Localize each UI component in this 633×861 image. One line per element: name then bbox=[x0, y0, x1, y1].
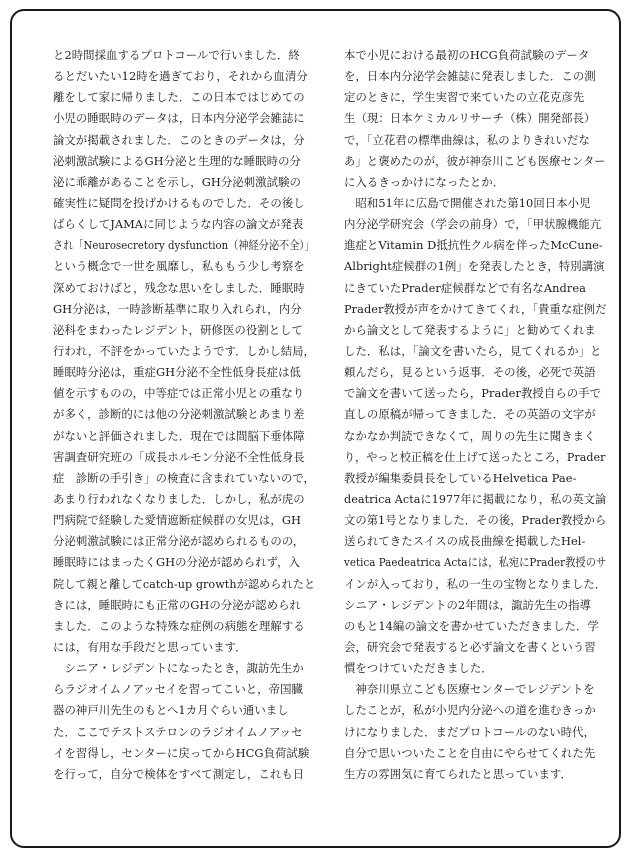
text-line: vetica Paedeatrica Actaには，私宛にPrader教授のサ bbox=[344, 555, 607, 570]
text-line: した．私は，「論文を書いたら，見てくれるか」と bbox=[344, 343, 602, 358]
text-line: 症 診断の手引き」の検査に含まれていないので， bbox=[53, 470, 315, 485]
text-line: 定のときに，学生実習で来ていたの立花克彦先 bbox=[344, 90, 585, 105]
text-line: けになりました．まだプロトコールのない時代， bbox=[344, 724, 596, 739]
left-column bbox=[53, 45, 315, 785]
right-column bbox=[344, 45, 606, 785]
text-line: にきていたPrader症候群などで有名なAndrea bbox=[344, 280, 586, 295]
text-line: きには，睡眠時にも正常のGHの分泌が認められ bbox=[53, 597, 301, 612]
text-line: 頼んだら，見るという返事．その後，必死で英語 bbox=[344, 365, 596, 380]
text-line: 値を示すものの，中等症では正常小児との重なり bbox=[53, 386, 305, 401]
text-line: という概念で一世を風靡し，私ももう少し考察を bbox=[53, 259, 305, 274]
text-line: で論文を書いて送ったら，Prader教授自らの手で bbox=[344, 386, 602, 401]
text-line: 生方の雰囲気に育てられたと思っています． bbox=[344, 766, 572, 781]
text-line: あまり行われなくなりました．しかし，私が虎の bbox=[53, 491, 305, 506]
text-line: 神奈川県立こども医療センターでレジデントを bbox=[344, 682, 595, 697]
text-line: るとだいたい12時を過ぎており，それから血清分 bbox=[53, 69, 308, 84]
text-line: 器の神戸川先生のもとへ1カ月ぐらい通いまし bbox=[53, 703, 289, 718]
text-line: インが入っており，私の一生の宝物となりました． bbox=[344, 576, 607, 591]
text-line: 睡眠時分泌は，重症GH分泌不全性低身長症は低 bbox=[53, 365, 301, 380]
page-frame bbox=[10, 9, 621, 848]
text-line: 教授が編集委員長をしているHelvetica Pae- bbox=[344, 470, 577, 485]
text-line: 泌に乖離があることを示し，GH分泌刺激試験の bbox=[53, 174, 301, 189]
text-line: イを習得し，センターに戻ってからHCG負荷試験 bbox=[53, 745, 310, 760]
text-line: 小児の睡眠時のデータは，日本内分泌学会雑誌に bbox=[53, 111, 305, 126]
text-line: シニア・レジデントになったとき，諏訪先生か bbox=[53, 661, 304, 676]
text-line: 本で小児における最初のHCG負荷試験のデータ bbox=[344, 48, 590, 62]
text-line: 送られてきたスイスの成長曲線を掲載したHel- bbox=[344, 534, 586, 549]
text-line: したことが，私が小児内分泌への道を進むきっか bbox=[344, 703, 596, 718]
text-line: 進症とVitamin D抵抗性クル病を伴ったMcCune- bbox=[344, 238, 603, 253]
text-line: ばらくしてJAMAに同じような内容の論文が発表 bbox=[53, 217, 304, 232]
text-line: 論文が掲載されました．このときのデータは，分 bbox=[53, 132, 305, 147]
text-line: 泌刺激試験によるGH分泌と生理的な睡眠時の分 bbox=[53, 153, 301, 168]
text-line: 自分で思いついたことを自由にやらせてくれた先 bbox=[344, 745, 596, 760]
text-line: り，やっと校正稿を仕上げて送ったところ，Prader bbox=[344, 449, 606, 464]
text-line: GH分泌は，一時診断基準に取り入れられ，内分 bbox=[53, 301, 302, 316]
text-line: 昭和51年に広島で開催された第10回日本小児 bbox=[344, 195, 591, 210]
text-line: 院して親と離してcatch-up growthが認められたと bbox=[53, 576, 316, 591]
text-line: に入るきっかけになったとか． bbox=[344, 174, 505, 189]
text-line: 害調査研究班の「成長ホルモン分泌不全性低身長 bbox=[53, 449, 305, 464]
text-line: 直しの原稿が帰ってきました．その英語の文字が bbox=[344, 407, 596, 422]
text-line: た．ここでテストステロンのラジオイムノアッセ bbox=[53, 724, 303, 739]
text-line: 深めておけばと，残念な思いをしました．睡眠時 bbox=[53, 280, 305, 295]
text-line: 分泌刺激試験には正常分泌が認められるものの， bbox=[53, 534, 305, 549]
text-line: と2時間採血するプロトコールで行いました．終 bbox=[53, 48, 300, 62]
text-line: Albright症候群の1例」を発表したとき，特別講演 bbox=[344, 259, 605, 274]
text-line: 生（現：日本ケミカルリサーチ（株）開発部長） bbox=[344, 111, 596, 126]
text-line: を行って，自分で検体をすべて測定し，これも日 bbox=[53, 766, 305, 781]
text-line: 門病院で経験した愛情遮断症候群の女児は，GH bbox=[53, 513, 301, 528]
text-line: deatrica Actaに1977年に掲載になり，私の英文論 bbox=[344, 491, 607, 506]
text-line: がないと評価されました．現在では間脳下垂体障 bbox=[53, 428, 305, 443]
text-line: 行われ，不評をかっていたようです．しかし結局， bbox=[53, 343, 315, 358]
text-line: 確実性に疑問を投げかけるものでした．その後し bbox=[53, 195, 305, 210]
text-line: 泌科をまわったレジデント，研修医の役割として bbox=[53, 322, 304, 337]
text-line: を，日本内分泌学会雑誌に発表しました．この測 bbox=[344, 69, 596, 84]
text-line: のもと14編の論文を書かせていただきました．学 bbox=[344, 618, 599, 633]
text-line: 文の第1号となりました．その後，Prader教授から bbox=[344, 513, 607, 528]
text-line: で，「立花君の標準曲線は，私のよりきれいだな bbox=[344, 132, 590, 147]
text-line: 離をして家に帰りました．この日本ではじめての bbox=[53, 90, 305, 105]
text-line: 慣をつけていただきました． bbox=[344, 661, 493, 676]
text-line: シニア・レジデントの2年間は，諏訪先生の指導 bbox=[344, 597, 592, 612]
text-line: 会，研究会で発表すると必ず論文を書くという習 bbox=[344, 639, 596, 654]
text-line: 睡眠時にはまったくGHの分泌が認められず，入 bbox=[53, 555, 301, 570]
text-line: には，有用な手段だと思っています． bbox=[53, 639, 247, 654]
text-line: らラジオイムノアッセイを習ってこいと，帝国臓 bbox=[53, 682, 303, 697]
text-line: から論文として発表するように」と勧めてくれま bbox=[344, 322, 596, 337]
text-line: され「Neurosecretory dysfunction（神経分泌不全）」 bbox=[53, 238, 315, 253]
text-line: 内分泌学研究会（学会の前身）で，「甲状腺機能亢 bbox=[344, 217, 602, 232]
text-line: ました．このような特殊な症例の病態を理解する bbox=[53, 618, 305, 633]
text-line: あ」と褒めたのが，彼が神奈川こども医療センター bbox=[344, 153, 606, 168]
text-line: Prader教授が声をかけてきてくれ，「貴重な症例だ bbox=[344, 301, 607, 316]
text-line: なかなか判読できなくて，周りの先生に聞きまく bbox=[344, 428, 596, 443]
text-line: が多く，診断的には他の分泌刺激試験とあまり差 bbox=[53, 407, 305, 422]
